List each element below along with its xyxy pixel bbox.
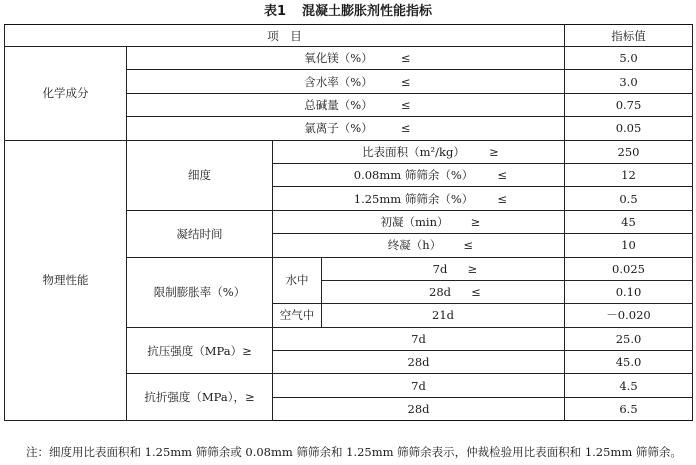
row-value: 0.025 bbox=[565, 257, 693, 280]
air-label: 空气中 bbox=[273, 304, 322, 327]
row-label: 氧化镁（%） ≤ bbox=[127, 47, 565, 70]
row-label: 28d bbox=[273, 351, 565, 374]
row-label: 终凝（h） ≤ bbox=[273, 234, 565, 257]
table-number: 表1 bbox=[263, 4, 287, 19]
table-title bbox=[0, 3, 696, 21]
compressive-label: 抗压强度（MPa）≥ bbox=[127, 327, 273, 374]
group-physical: 物理性能 bbox=[5, 140, 127, 421]
group-chemical: 化学成分 bbox=[5, 47, 127, 141]
row-value: 5.0 bbox=[565, 47, 693, 70]
row-label: 7d bbox=[273, 374, 565, 397]
fineness-label: 细度 bbox=[127, 140, 273, 210]
row-value: 10 bbox=[565, 234, 693, 257]
row-value: 0.5 bbox=[565, 187, 693, 210]
row-label: 氯离子（%） ≤ bbox=[127, 117, 565, 140]
row-label: 1.25mm 筛筛余（%） ≤ bbox=[273, 187, 565, 210]
row-value: 0.75 bbox=[565, 93, 693, 116]
header-value: 指标值 bbox=[565, 25, 693, 47]
row-label: 初凝（min） ≥ bbox=[273, 210, 565, 233]
table-row bbox=[5, 140, 693, 163]
row-label: 21d bbox=[322, 304, 565, 327]
row-value: 25.0 bbox=[565, 327, 693, 350]
header-row bbox=[5, 25, 693, 47]
row-value: 0.10 bbox=[565, 280, 693, 303]
table-row bbox=[5, 47, 693, 70]
row-value: 45.0 bbox=[565, 351, 693, 374]
setting-label: 凝结时间 bbox=[127, 210, 273, 257]
row-label: 总碱量（%） ≤ bbox=[127, 93, 565, 116]
row-label: 28d ≤ bbox=[322, 280, 565, 303]
flexural-label: 抗折强度（MPa），≥ bbox=[127, 374, 273, 421]
row-label: 7d ≥ bbox=[322, 257, 565, 280]
row-value: 0.05 bbox=[565, 117, 693, 140]
table-caption: 混凝土膨胀剂性能指标 bbox=[302, 4, 433, 19]
row-value: 250 bbox=[565, 140, 693, 163]
row-label: 0.08mm 筛筛余（%） ≤ bbox=[273, 163, 565, 186]
water-label: 水中 bbox=[273, 257, 322, 304]
row-value: －0.020 bbox=[565, 304, 693, 327]
expansion-label: 限制膨胀率（%） bbox=[127, 257, 273, 327]
header-item: 项 目 bbox=[5, 25, 565, 47]
row-value: 4.5 bbox=[565, 374, 693, 397]
row-label: 比表面积（m²/kg） ≥ bbox=[273, 140, 565, 163]
row-value: 3.0 bbox=[565, 70, 693, 93]
row-label: 7d bbox=[273, 327, 565, 350]
table-note: 注：细度用比表面积和 1.25mm 筛筛余或 0.08mm 筛筛余和 1.25mm 筛筛余表示，仲裁检验用比表面积和 1.25mm 筛筛余。 bbox=[26, 445, 682, 459]
row-value: 6.5 bbox=[565, 397, 693, 420]
spec-table bbox=[4, 24, 693, 421]
row-value: 12 bbox=[565, 163, 693, 186]
row-value: 45 bbox=[565, 210, 693, 233]
row-label: 含水率（%） ≤ bbox=[127, 70, 565, 93]
row-label: 28d bbox=[273, 397, 565, 420]
